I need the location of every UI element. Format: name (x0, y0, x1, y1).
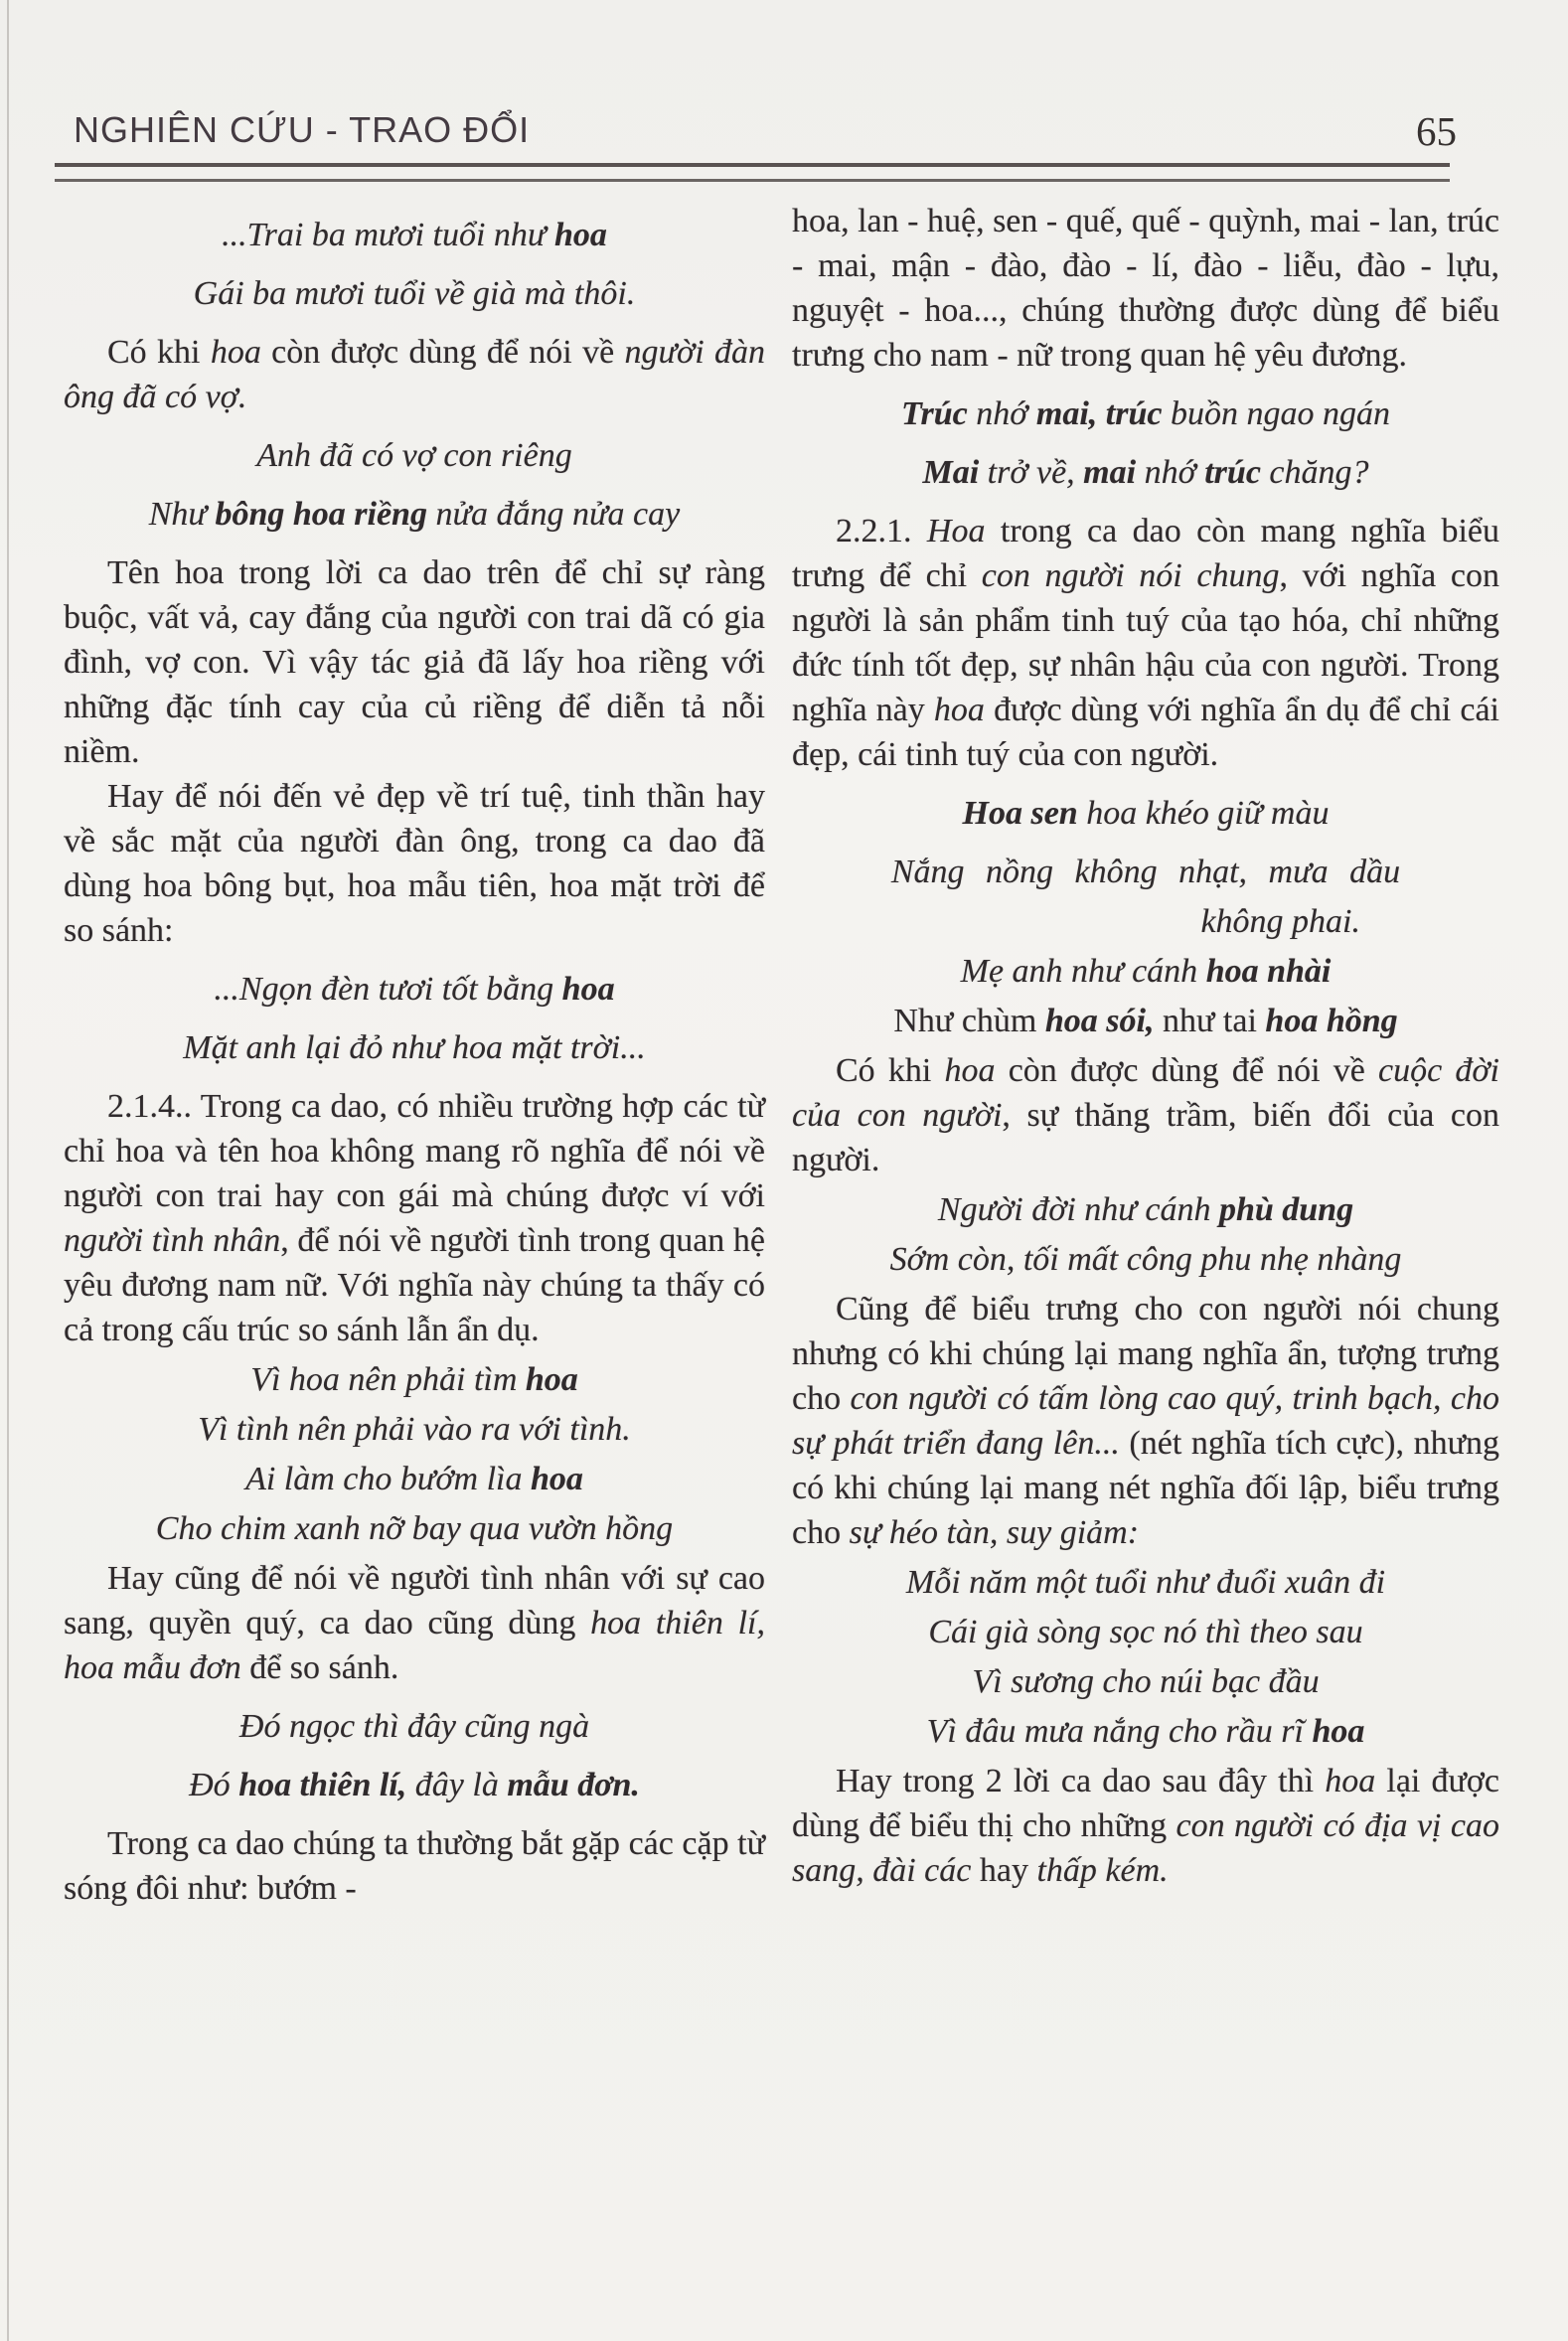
verse-line: Cái già sòng sọc nó thì theo sau (928, 1614, 1363, 1650)
header-title: NGHIÊN CỨU - TRAO ĐỔI (74, 109, 531, 150)
verse-line: Vì tình nên phải vào ra với tình. (198, 1411, 631, 1448)
verse-line: Mai trở về, mai nhớ trúc chăng? (922, 454, 1369, 491)
paragraph: Hay trong 2 lời ca dao sau đây thì hoa lại được dùng để biểu thị cho những con người có địa vị cao sang, đài các hay thấp kém. (792, 1763, 1499, 1889)
paragraph: hoa, lan - huệ, sen - quế, quế - quỳnh, mai - lan, trúc - mai, mận - đào, đào - lí, đào - liễu, đào - lựu, nguyệt - hoa..., chúng thường được dùng để biểu trưng cho nam - nữ trong quan hệ yêu đương. (792, 203, 1499, 374)
verse-line: ...Ngọn đèn tươi tốt bằng hoa (214, 971, 615, 1008)
verse-line: Đó hoa thiên lí, đây là mẫu đơn. (189, 1767, 640, 1803)
verse-line: Mẹ anh như cánh hoa nhài (960, 953, 1332, 990)
verse-line: ...Trai ba mươi tuổi như hoa (222, 217, 607, 253)
paragraph: 2.2.1. Hoa trong ca dao còn mang nghĩa biểu trưng để chỉ con người nói chung, với nghĩa con người là sản phẩm tinh tuý của tạo hóa, chỉ những đức tính tốt đẹp, sự nhân hậu của con người. Trong nghĩa này hoa được dùng với nghĩa ẩn dụ để chỉ cái đẹp, cái tinh tuý của con người. (792, 513, 1500, 773)
paragraph: Có khi hoa còn được dùng để nói về cuộc đời của con người, sự thăng trầm, biến đổi của con người. (792, 1052, 1499, 1178)
verse-line: Nắng nồng không nhạt, mưa dầu (890, 854, 1401, 890)
verse-line: Mỗi năm một tuổi như đuổi xuân đi (905, 1564, 1386, 1601)
paragraph: Có khi hoa còn được dùng để nói về người đàn ông đã có vợ. (64, 334, 766, 415)
page-number: 65 (1416, 108, 1457, 154)
verse-line: không phai. (1200, 903, 1360, 940)
verse-line: Vì hoa nên phải tìm hoa (250, 1361, 578, 1398)
paragraph: Hay cũng để nói về người tình nhân với sự cao sang, quyền quý, ca dao cũng dùng hoa thiên lí, hoa mẫu đơn để so sánh. (64, 1560, 765, 1686)
right-column (792, 199, 1499, 1893)
scan-edge-line (7, 0, 9, 2341)
verse-line: Đó ngọc thì đây cũng ngà (238, 1708, 590, 1745)
verse-line: Vì đâu mưa nắng cho rầu rĩ hoa (926, 1713, 1365, 1750)
verse-line: Mặt anh lại đỏ như hoa mặt trời... (183, 1029, 646, 1066)
paragraph: Trong ca dao chúng ta thường bắt gặp các cặp từ sóng đôi như: bướm - (64, 1825, 765, 1907)
verse-line: Trúc nhớ mai, trúc buồn ngao ngán (901, 395, 1390, 432)
verse-line: Cho chim xanh nỡ bay qua vườn hồng (155, 1510, 674, 1547)
verse-line: Ai làm cho bướm lìa hoa (245, 1461, 583, 1497)
verse-line: Người đời như cánh phù dung (937, 1191, 1354, 1228)
paragraph: Cũng để biểu trưng cho con người nói chung nhưng có khi chúng lại mang nghĩa ẩn, tượng trưng cho con người có tấm lòng cao quý, trinh bạch, cho sự phát triển đang lên... (nét nghĩa tích cực), nhưng có khi chúng lại mang nét nghĩa đối lập, biểu trưng cho sự héo tàn, suy giảm: (792, 1291, 1499, 1551)
paragraph: Tên hoa trong lời ca dao trên để chỉ sự ràng buộc, vất vả, cay đắng của người con trai dã có gia đình, vợ con. Vì vậy tác giả đã lấy hoa riềng với những đặc tính cay của củ riềng để diễn tả nỗi niềm. (64, 554, 765, 770)
verse-line: Như bông hoa riềng nửa đắng nửa cay (148, 496, 681, 533)
verse-line: Vì sương cho núi bạc đầu (972, 1663, 1320, 1700)
left-column (64, 199, 765, 1911)
paragraph: 2.1.4.. Trong ca dao, có nhiều trường hợp các từ chỉ hoa và tên hoa không mang rõ nghĩa để nói về người con trai hay con gái mà chúng được ví với người tình nhân, để nói về người tình trong quan hệ yêu đương nam nữ. Với nghĩa này chúng ta thấy có cả trong cấu trúc so sánh lẫn ẩn dụ. (64, 1088, 766, 1348)
header-rule (55, 163, 1450, 182)
verse-line: Gái ba mươi tuổi về già mà thôi. (193, 275, 636, 312)
verse-line: Hoa sen hoa khéo giữ màu (962, 795, 1330, 832)
verse-line: Sớm còn, tối mất công phu nhẹ nhàng (889, 1241, 1402, 1278)
paragraph: Hay để nói đến vẻ đẹp về trí tuệ, tinh thần hay về sắc mặt của người đàn ông, trong ca dao đã dùng hoa bông bụt, hoa mẫu tiên, hoa mặt trời để so sánh: (64, 778, 765, 949)
verse-line: Như chùm hoa sói, như tai hoa hồng (893, 1003, 1398, 1039)
verse-line: Anh đã có vợ con riêng (256, 437, 572, 474)
